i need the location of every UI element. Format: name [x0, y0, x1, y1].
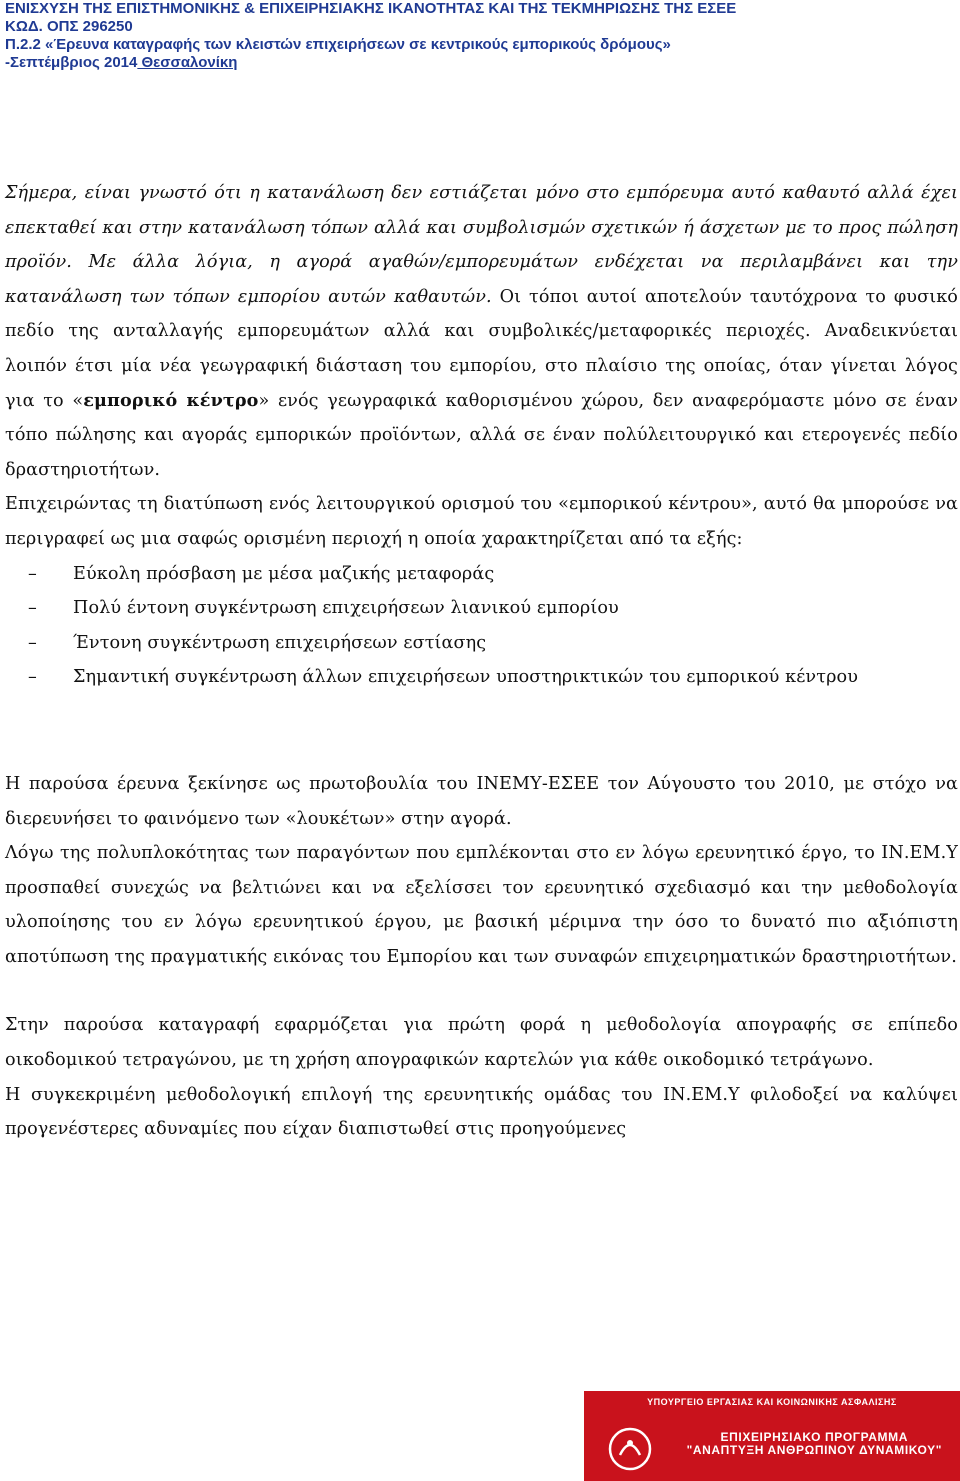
- dash-bullet-icon: –: [28, 563, 37, 584]
- header-code: ΚΩΔ. ΟΠΣ 296250: [5, 18, 133, 35]
- program-logo: [584, 1391, 960, 1481]
- ministry-name: ΥΠΟΥΡΓΕΙΟ ΕΡΓΑΣΙΑΣ ΚΑΙ ΚΟΙΝΩΝΙΚΗΣ ΑΣΦΑΛΙΣΗΣ: [647, 1397, 897, 1407]
- header-date: -Σεπτέμβριος 2014: [5, 54, 138, 71]
- paragraph-ambition: Η συγκεκριμένη μεθοδολογική επιλογή της ερευνητικής ομάδας του ΙΝ.ΕΜ.Υ φιλοδοξεί να καλύψει προγενέστερες αδυναμίες που είχαν διαπιστωθεί στις προηγούμενες: [5, 1084, 958, 1140]
- paragraph-intro: [5, 176, 958, 487]
- list-item: – Εύκολη πρόσβαση με μέσα μαζικής μεταφοράς: [5, 557, 958, 592]
- spacer: [5, 974, 958, 1008]
- dash-bullet-icon: –: [28, 598, 37, 619]
- header-city: Θεσσαλονίκη: [137, 54, 238, 71]
- program-line2: "ΑΝΑΠΤΥΞΗ ΑΝΘΡΩΠΙΝΟΥ ΔΥΝΑΜΙΚΟΥ": [686, 1443, 942, 1457]
- program-emblem-icon: [606, 1425, 654, 1473]
- list-item: – Πολύ έντονη συγκέντρωση επιχειρήσεων λιανικού εμπορίου: [5, 591, 958, 626]
- paragraph-complexity: Λόγω της πολυπλοκότητας των παραγόντων που εμπλέκονται στο εν λόγω ερευνητικό έργο, το ΙΝ.ΕΜ.Υ προσπαθεί συνεχώς να βελτιώνει και να εξελίσσει τον ερευνητικό σχεδιασμό και την μεθοδολογία υλοποίησης του εν λόγω ερευνητικού έργου, με βασική μέριμνα την όσο το δυνατό πιο αξιόπιστη αποτύπωση της πραγματικής εικόνας του Εμπορίου και των συναφών επιχειρηματικών δραστηριοτήτων.: [5, 843, 958, 967]
- dash-bullet-icon: –: [28, 667, 37, 688]
- paragraph-research-start: Η παρούσα έρευνα ξεκίνησε ως πρωτοβουλία του ΙΝΕΜΥ-ΕΣΕΕ τον Αύγουστο του 2010, με στόχο να διερευνήσει το φαινόμενο των «λουκέτων» στην αγορά.: [5, 773, 958, 829]
- spacer: [5, 695, 958, 767]
- paragraph-intro-part1: Σήμερα, είναι γνωστό ότι η κατανάλωση δεν εστιάζεται μόνο στο εμπόρευμα αυτό καθαυτό αλλά έχει επεκταθεί και στην κατανάλωση τόπων αλλά και συμβολισμών σχετικών ή άσχετων με το προς πώληση προϊόν. Με άλλα λόγια, η αγορά αγαθών/εμπορευμάτων ενδέχεται να περιλαμβάνει και την κατανάλωση των τόπων εμπορίου αυτών καθαυτών.: [5, 183, 958, 307]
- dash-bullet-icon: –: [28, 632, 37, 653]
- document-header: [5, 0, 955, 72]
- paragraph-methodology: Στην παρούσα καταγραφή εφαρμόζεται για πρώτη φορά η μεθοδολογία απογραφής σε επίπεδο οικοδομικού τετραγώνου, με τη χρήση απογραφικών καρτελών για κάθε οικοδομικό τετράγωνο.: [5, 1015, 958, 1071]
- list-item: – Έντονη συγκέντρωση επιχειρήσεων εστίασης: [5, 626, 958, 661]
- paragraph-intro-part3: » ενός γεωγραφικά καθορισμένου χώρου, δεν αναφερόμαστε μόνο σε έναν τόπο πώλησης και αγοράς εμπορικών προϊόντων, αλλά σε έναν πολύλειτουργικό και ετερογενές πεδίο δραστηριοτήτων.: [5, 390, 959, 480]
- term-emporiko-kentro: εμπορικό κέντρο: [83, 389, 259, 411]
- program-name: [687, 1431, 942, 1457]
- header-title: ΕΝΙΣΧΥΣΗ ΤΗΣ ΕΠΙΣΤΗΜΟΝΙΚΗΣ & ΕΠΙΧΕΙΡΗΣΙΑΚΗΣ ΙΚΑΝΟΤΗΤΑΣ ΚΑΙ ΤΗΣ ΤΕΚΜΗΡΙΩΣΗΣ ΤΗΣ ΕΣΕΕ: [5, 0, 737, 17]
- characteristics-list: [5, 557, 958, 695]
- header-date-line: [5, 54, 955, 72]
- paragraph-definition: Επιχειρώντας τη διατύπωση ενός λειτουργικού ορισμού του «εμπορικού κέντρου», αυτό θα μπορούσε να περιγραφεί ως μια σαφώς ορισμένη περιοχή η οποία χαρακτηρίζεται από τα εξής:: [5, 494, 958, 549]
- program-line1: ΕΠΙΧΕΙΡΗΣΙΑΚΟ ΠΡΟΓΡΑΜΜΑ: [720, 1430, 909, 1444]
- header-project: Π.2.2 «Έρευνα καταγραφής των κλειστών επιχειρήσεων σε κεντρικούς εμπορικούς δρόμους»: [5, 36, 671, 53]
- list-item: – Σημαντική συγκέντρωση άλλων επιχειρήσεων υποστηρικτικών του εμπορικού κέντρου: [5, 660, 958, 695]
- paragraph-intro-part2: Οι τόποι αυτοί αποτελούν ταυτόχρονα το φυσικό πεδίο της ανταλλαγής εμπορευμάτων αλλά και συμβολικές/μεταφορικές περιοχές. Αναδεικνύεται λοιπόν έτσι μία νέα γεωγραφική διάσταση του εμπορίου, στο πλαίσιο της οποίας, όταν γίνεται λόγος για το «: [5, 286, 958, 411]
- document-body: [5, 176, 958, 1147]
